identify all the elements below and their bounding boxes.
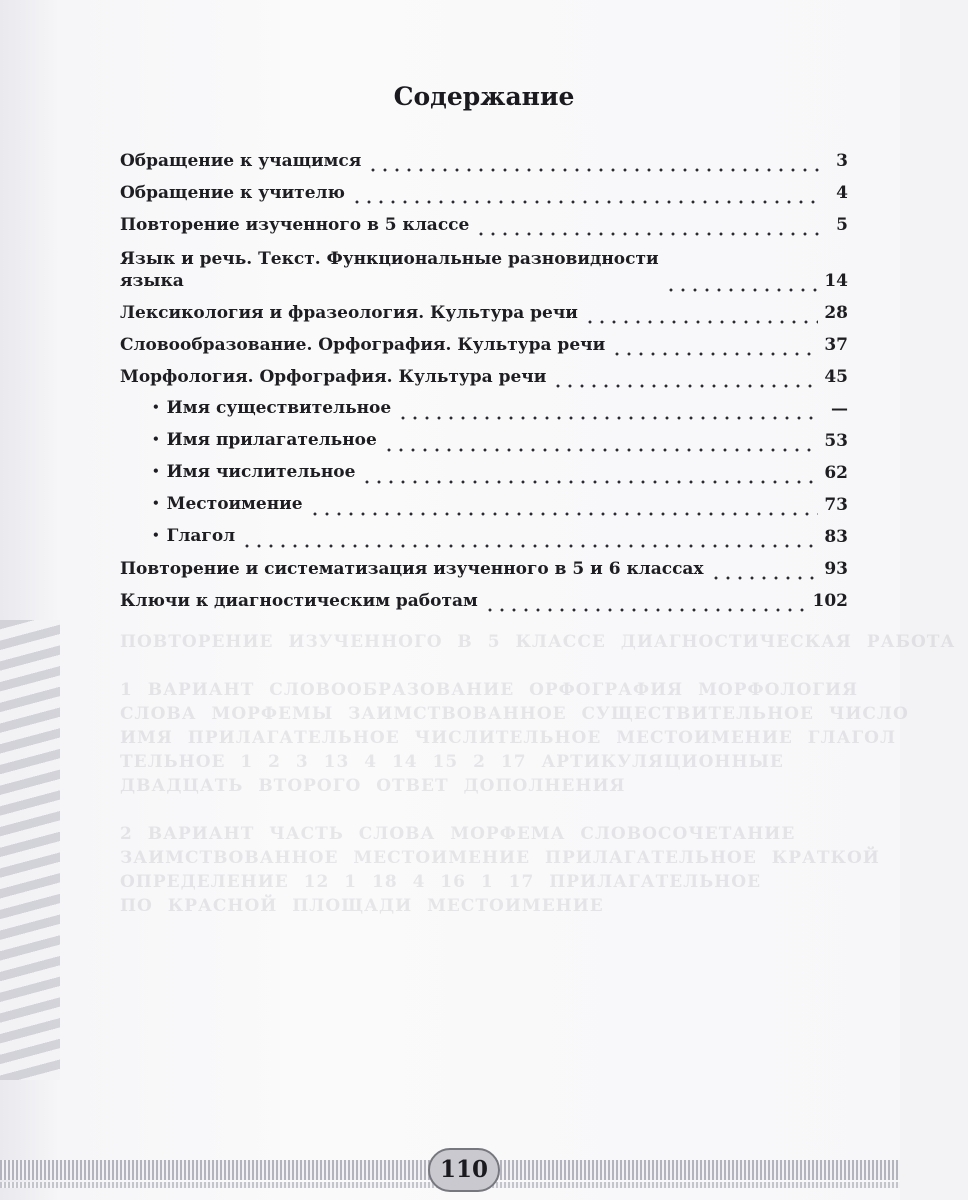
toc-subentry-label: • Местоимение: [120, 493, 303, 516]
toc-entry-page: 28: [824, 303, 848, 323]
toc-entry[interactable]: [120, 292, 848, 324]
toc-subentry-page: 53: [824, 431, 848, 451]
toc-entry-label: Обращение к учащимся: [120, 151, 362, 171]
dot-leader: [309, 494, 819, 516]
dot-leader: [397, 398, 820, 420]
dot-leader: [383, 430, 819, 452]
toc-entry-label: Повторение изученного в 5 классе: [120, 215, 470, 235]
dot-leader: [351, 182, 820, 204]
toc-entry-label: Ключи к диагностическим работам: [120, 591, 478, 611]
toc-subentry-label: • Глагол: [120, 525, 235, 548]
toc-subentry-page: 73: [824, 495, 848, 515]
toc-subentry[interactable]: [120, 452, 848, 484]
toc-entry-label-line1: Язык и речь. Текст. Функциональные разновидности: [120, 249, 659, 269]
left-edge-stripes: [0, 620, 60, 1080]
toc-entry-page: 3: [836, 151, 848, 171]
toc-subentry[interactable]: [120, 516, 848, 548]
toc-entry-page: 37: [824, 335, 848, 355]
page-number-badge: 110: [428, 1148, 500, 1192]
dot-leader: [552, 366, 818, 388]
toc-entry-label: Повторение и систематизация изученного в 5 и 6 классах: [120, 559, 704, 579]
dot-leader: [665, 270, 819, 292]
table-of-contents: [120, 140, 848, 612]
toc-entry[interactable]: [120, 548, 848, 580]
toc-entry-page: 5: [836, 215, 848, 235]
dot-leader: [241, 526, 818, 548]
toc-entry-page: 93: [824, 559, 848, 579]
toc-entry-label: Словообразование. Орфография. Культура речи: [120, 335, 606, 355]
toc-entry-label: [120, 248, 659, 292]
toc-entry-label: Морфология. Орфография. Культура речи: [120, 367, 547, 387]
page-title: Содержание: [393, 82, 575, 111]
toc-subentry[interactable]: [120, 388, 848, 420]
toc-entry-page: 4: [836, 183, 848, 203]
toc-entry-label: Лексикология и фразеология. Культура речи: [120, 303, 578, 323]
toc-entry-page: 102: [812, 591, 848, 611]
toc-entry[interactable]: [120, 580, 848, 612]
toc-subentry-page: —: [831, 399, 848, 419]
toc-entry-label: Обращение к учителю: [120, 183, 345, 203]
dot-leader: [484, 590, 807, 612]
dot-leader: [611, 334, 818, 356]
dot-leader: [475, 214, 820, 236]
toc-entry-page: 14: [824, 271, 848, 291]
toc-entry[interactable]: [120, 236, 848, 292]
toc-subentry-page: 83: [824, 527, 848, 547]
toc-subentry[interactable]: [120, 420, 848, 452]
toc-entry[interactable]: [120, 172, 848, 204]
toc-entry[interactable]: [120, 324, 848, 356]
dot-leader: [584, 302, 818, 324]
toc-entry-label-line2: языка: [120, 271, 184, 291]
toc-subentry-label: • Имя прилагательное: [120, 429, 377, 452]
toc-subentry-page: 62: [824, 463, 848, 483]
toc-subentry-label: • Имя числительное: [120, 461, 355, 484]
dot-leader: [361, 462, 818, 484]
dot-leader: [367, 150, 820, 172]
toc-entry[interactable]: [120, 204, 848, 236]
toc-subentry-label: • Имя существительное: [120, 397, 391, 420]
bleed-through-text: ПОВТОРЕНИЕ ИЗУЧЕННОГО В 5 КЛАССЕ ДИАГНОСТИЧЕСКАЯ РАБОТА 1 ВАРИАНТ СЛОВООБРАЗОВАНИЕ ОРФОГРАФИЯ МОРФОЛОГИЯ СЛОВА МОРФЕМЫ ЗАИМСТВОВАННОЕ СУЩЕСТВИТЕЛЬНОЕ ЧИСЛО ИМЯ ПРИЛАГАТЕЛЬНОЕ ЧИСЛИТЕЛЬНОЕ МЕСТОИМЕНИЕ ГЛАГОЛ ТЕЛЬНОЕ 1 2 3 13 4 14 15 2 17 АРТИКУЛЯЦИОННЫЕ ДВАДЦАТЬ ВТОРОГО ОТВЕТ ДОПОЛНЕНИЯ 2 ВАРИАНТ ЧАСТЬ СЛОВА МОРФЕМА СЛОВОСОЧЕТАНИЕ ЗАИМСТВОВАННОЕ МЕСТОИМЕНИЕ ПРИЛАГАТЕЛЬНОЕ КРАТКОЙ ОПРЕДЕЛЕНИЕ 12 1 18 4 16 1 17 ПРИЛАГАТЕЛЬНОЕ ПО КРАСНОЙ ПЛОЩАДИ МЕСТОИМЕНИЕ: [120, 632, 956, 916]
dot-leader: [710, 558, 819, 580]
toc-entry[interactable]: [120, 140, 848, 172]
toc-subentry[interactable]: [120, 484, 848, 516]
toc-entry-page: 45: [824, 367, 848, 387]
toc-entry[interactable]: [120, 356, 848, 388]
